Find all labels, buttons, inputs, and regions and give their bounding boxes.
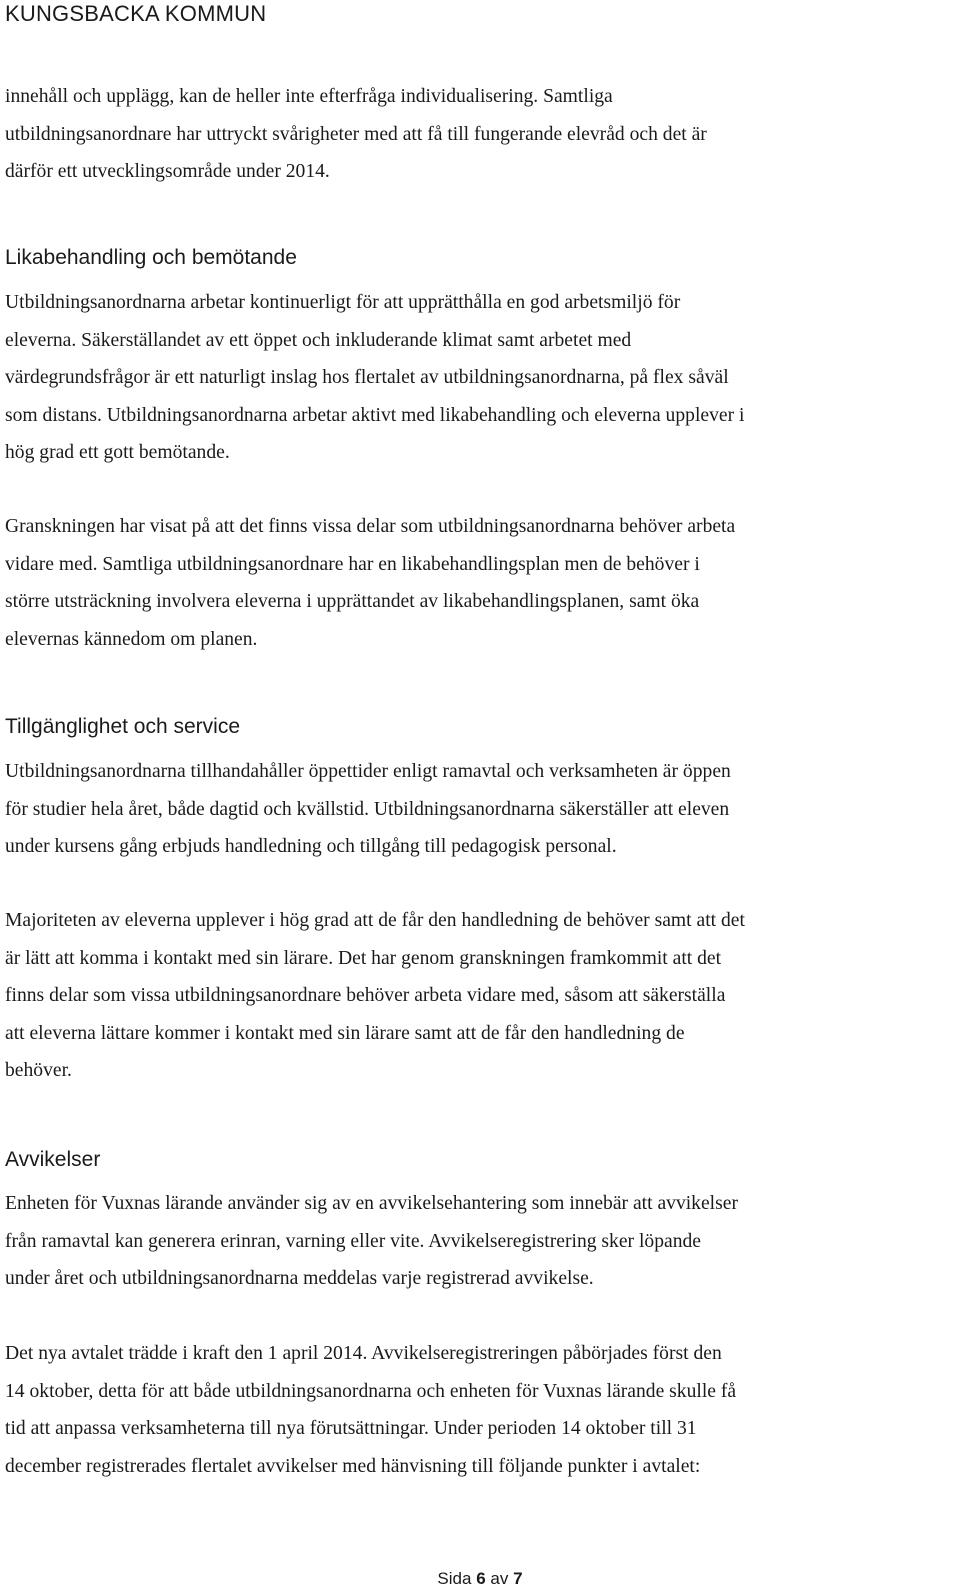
text-line: från ramavtal kan generera erinran, varning eller vite. Avvikelseregistrering sker löpande (5, 1230, 701, 1252)
section-heading-tillganglighet: Tillgänglighet och service (5, 715, 241, 738)
text-line: elevernas kännedom om planen. (5, 628, 258, 650)
text-line: under året och utbildningsanordnarna meddelas varje registrerad avvikelse. (5, 1268, 594, 1289)
text-line: därför ett utvecklingsområde under 2014. (5, 161, 330, 182)
text-line: för studier hela året, både dagtid och kvällstid. Utbildningsanordnarna säkerställer att eleven (5, 798, 730, 820)
footer-page-number: 6 (476, 1569, 486, 1588)
text-line: Utbildningsanordnarna arbetar kontinuerligt för att upprätthålla en god arbetsmiljö för (5, 292, 681, 313)
text-line: som distans. Utbildningsanordnarna arbetar aktivt med likabehandling och eleverna upplever i (5, 404, 745, 426)
text-line: december registrerades flertalet avvikelser med hänvisning till följande punkter i avtalet: (5, 1455, 701, 1477)
text-line: är lätt att komma i kontakt med sin lärare. Det har genom granskningen framkommit att det (5, 947, 722, 969)
paragraph-avvikelser-1 (5, 1185, 955, 1298)
text-line: finns delar som vissa utbildningsanordnare behöver arbeta vidare med, såsom att säkerställa (5, 985, 726, 1006)
text-line: behöver. (5, 1060, 72, 1081)
paragraph-likabehandling-1 (5, 284, 955, 472)
text-line: eleverna. Säkerställandet av ett öppet och inkluderande klimat samt arbetet med (5, 329, 632, 351)
paragraph-intro (5, 78, 955, 191)
text-line: Majoriteten av eleverna upplever i hög grad att de får den handledning de behöver samt att det (5, 910, 745, 931)
text-line: Det nya avtalet trädde i kraft den 1 april 2014. Avvikelseregistreringen påbörjades först den (5, 1343, 722, 1364)
text-line: hög grad ett gott bemötande. (5, 442, 230, 463)
paragraph-tillganglighet-1 (5, 753, 955, 866)
text-line: under kursens gång erbjuds handledning och tillgång till pedagogisk personal. (5, 836, 617, 857)
text-line: Granskningen har visat på att det finns vissa delar som utbildningsanordnarna behöver arbeta (5, 516, 736, 537)
footer-prefix: Sida (437, 1569, 472, 1588)
paragraph-avvikelser-2 (5, 1335, 955, 1485)
text-line: värdegrundsfrågor är ett naturligt inslag hos flertalet av utbildningsanordnarna, på flex såväl (5, 367, 729, 388)
text-line: 14 oktober, detta för att både utbildningsanordnarna och enheten för Vuxnas lärande skulle få (5, 1380, 737, 1402)
paragraph-likabehandling-2 (5, 508, 955, 658)
section-heading-likabehandling: Likabehandling och bemötande (5, 246, 297, 269)
text-line: Utbildningsanordnarna tillhandahåller öppettider enligt ramavtal och verksamheten är öppen (5, 761, 731, 782)
document-header: KUNGSBACKA KOMMUN (5, 1, 267, 26)
paragraph-tillganglighet-2 (5, 902, 955, 1090)
text-line: innehåll och upplägg, kan de heller inte efterfråga individualisering. Samtliga (5, 86, 613, 107)
footer-middle: av (490, 1569, 509, 1588)
footer-total-pages: 7 (513, 1569, 523, 1588)
section-heading-avvikelser: Avvikelser (5, 1148, 101, 1171)
text-line: större utsträckning involvera eleverna i upprättandet av likabehandlingsplanen, samt öka (5, 591, 700, 612)
text-line: att eleverna lättare kommer i kontakt med sin lärare samt att de får den handledning de (5, 1022, 685, 1044)
text-line: Enheten för Vuxnas lärande använder sig av en avvikelsehantering som innebär att avvikelser (5, 1193, 738, 1214)
page-number-footer (0, 1568, 960, 1590)
text-line: utbildningsanordnare har uttryckt svårigheter med att få till fungerande elevråd och det är (5, 123, 707, 145)
text-line: vidare med. Samtliga utbildningsanordnare har en likabehandlingsplan men de behöver i (5, 553, 700, 575)
text-line: tid att anpassa verksamheterna till nya förutsättningar. Under perioden 14 oktober till 31 (5, 1418, 697, 1439)
